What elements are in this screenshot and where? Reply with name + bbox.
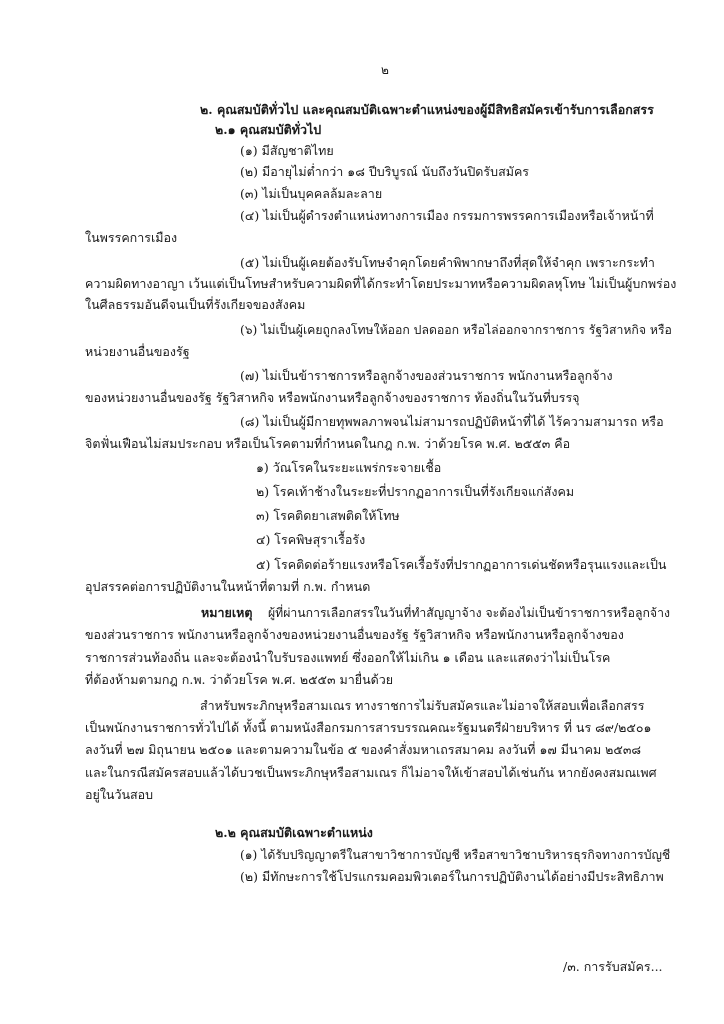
continuation-note: /๓. การรับสมัคร... [563, 959, 663, 974]
general-item: (๔) ไม่เป็นผู้ดำรงตำแหน่งทางการเมือง กรรมการพรรคการเมืองหรือเจ้าหน้าที่ [240, 208, 654, 223]
disease-item: ๔) โรคพิษสุราเรื้อรัง [256, 532, 366, 547]
general-item-continuation: หน่วยงานอื่นของรัฐ [85, 344, 190, 359]
remark-line: ที่ต้องห้ามตามกฎ ก.พ. ว่าด้วยโรค พ.ศ. ๒๕๕๓ มายื่นด้วย [85, 672, 394, 687]
remark-line: ราชการส่วนท้องถิ่น และจะต้องนำใบรับรองแพทย์ ซึ่งออกให้ไม่เกิน ๑ เดือน และแสดงว่าไม่เป็นโรค [85, 650, 611, 665]
monk-note-line: เป็นพนักงานราชการทั่วไปได้ ทั้งนี้ ตามหนังสือกรมการสารบรรณคณะรัฐมนตรีฝ่ายบริหาร ที่ นร ๘๙/๒๕๐๑ [85, 720, 652, 735]
monk-note-line: ลงวันที่ ๒๗ มิถุนายน ๒๕๐๑ และตามความในข้อ ๕ ของคำสั่งมหาเถรสมาคม ลงวันที่ ๑๗ มีนาคม ๒๕๓๘ [85, 742, 642, 757]
general-item: (๓) ไม่เป็นบุคคลล้มละลาย [240, 186, 383, 201]
disease-item-continuation: อุปสรรคต่อการปฏิบัติงานในหน้าที่ตามที่ ก.พ. กำหนด [85, 579, 371, 594]
disease-item: ๕) โรคติดต่อร้ายแรงหรือโรคเรื้อรังที่ปรากฏอาการเด่นชัดหรือรุนแรงและเป็น [256, 557, 667, 572]
general-item: (๒) มีอายุไม่ต่ำกว่า ๑๘ ปีบริบูรณ์ นับถึงวันปิดรับสมัคร [240, 164, 530, 179]
page-number: ๒ [381, 63, 389, 77]
monk-note-line: อยู่ในวันสอบ [85, 787, 154, 802]
specific-item: (๒) มีทักษะการใช้โปรแกรมคอมพิวเตอร์ในการปฏิบัติงานได้อย่างมีประสิทธิภาพ [240, 869, 664, 884]
general-item: (๗) ไม่เป็นข้าราชการหรือลูกจ้างของส่วนราชการ พนักงานหรือลูกจ้าง [240, 368, 613, 383]
specific-qualifications-heading: ๒.๒ คุณสมบัติเฉพาะตำแหน่ง [215, 825, 373, 840]
specific-item: (๑) ได้รับปริญญาตรีในสาขาวิชาการบัญชี หรือสาขาวิชาบริหารธุรกิจทางการบัญชี [240, 848, 671, 862]
general-item: (๕) ไม่เป็นผู้เคยต้องรับโทษจำคุกโดยคำพิพากษาถึงที่สุดให้จำคุก เพราะกระทำ [240, 255, 655, 270]
general-qualifications-heading: ๒.๑ คุณสมบัติทั่วไป [215, 122, 322, 137]
disease-item: ๒) โรคเท้าช้างในระยะที่ปรากฏอาการเป็นที่รังเกียจแก่สังคม [256, 484, 575, 499]
general-item-continuation: ในพรรคการเมือง [85, 230, 178, 245]
general-item-continuation: ในศีลธรรมอันดีจนเป็นที่รังเกียจของสังคม [85, 297, 306, 312]
general-item: (๘) ไม่เป็นผู้มีกายทุพพลภาพจนไม่สามารถปฏิบัติหน้าที่ได้ ไร้ความสามารถ หรือ [240, 414, 664, 429]
general-item: (๖) ไม่เป็นผู้เคยถูกลงโทษให้ออก ปลดออก หรือไล่ออกจากราชการ รัฐวิสาหกิจ หรือ [240, 323, 672, 337]
section-heading: ๒. คุณสมบัติทั่วไป และคุณสมบัติเฉพาะตำแหน่งของผู้มีสิทธิสมัครเข้ารับการเลือกสรร [200, 102, 654, 117]
monk-note-line: สำหรับพระภิกษุหรือสามเณร ทางราชการไม่รับสมัครและไม่อาจให้สอบเพื่อเลือกสรร [200, 698, 645, 713]
monk-note-line: และในกรณีสมัครสอบแล้วได้บวชเป็นพระภิกษุหรือสามเณร ก็ไม่อาจให้เข้าสอบได้เช่นกัน หากยังคงสมณเพศ [85, 765, 657, 780]
general-item: (๑) มีสัญชาติไทย [240, 143, 334, 158]
general-item-continuation: ความผิดทางอาญา เว้นแต่เป็นโทษสำหรับความผิดที่ได้กระทำโดยประมาทหรือความผิดลหุโทษ ไม่เป็นผู้บกพร่อง [85, 276, 677, 291]
disease-item: ๓) โรคติดยาเสพติดให้โทษ [256, 508, 400, 523]
general-item-continuation: ของหน่วยงานอื่นของรัฐ รัฐวิสาหกิจ หรือพนักงานหรือลูกจ้างของราชการ ท้องถิ่นในวันที่บรรจุ [85, 390, 580, 405]
disease-item: ๑) วัณโรคในระยะแพร่กระจายเชื้อ [256, 460, 442, 475]
remark-line: ผู้ที่ผ่านการเลือกสรรในวันที่ทำสัญญาจ้าง จะต้องไม่เป็นข้าราชการหรือลูกจ้าง [268, 606, 670, 620]
remark-line: ของส่วนราชการ พนักงานหรือลูกจ้างของหน่วยงานอื่นของรัฐ รัฐวิสาหกิจ หรือพนักงานหรือลูกจ้างของ [85, 627, 624, 642]
general-item-continuation: จิตฟั่นเฟือนไม่สมประกอบ หรือเป็นโรคตามที่กำหนดในกฎ ก.พ. ว่าด้วยโรค พ.ศ. ๒๕๕๓ คือ [85, 436, 571, 451]
remark-label: หมายเหตุ [201, 605, 253, 620]
